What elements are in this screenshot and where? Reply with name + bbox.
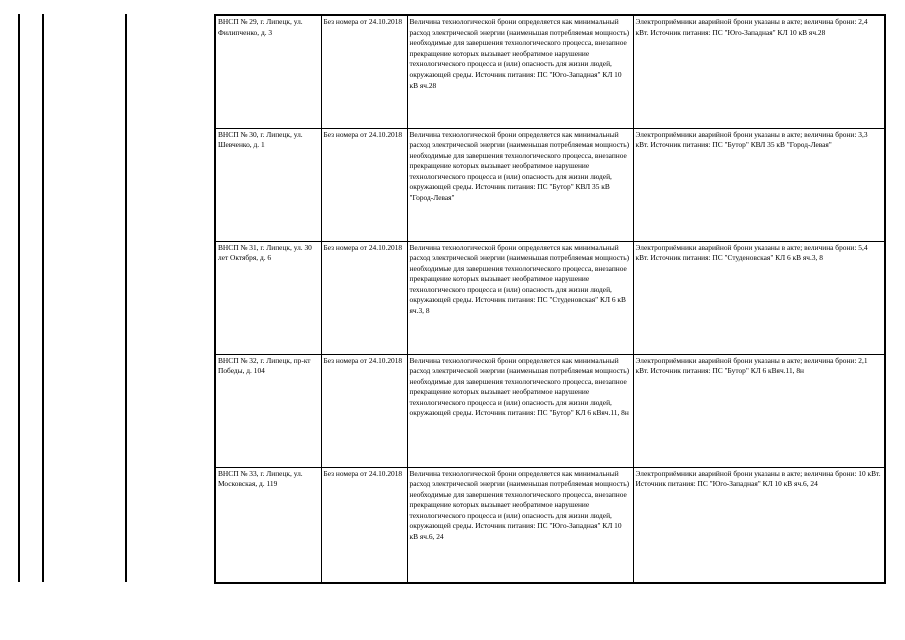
reservation-table [214,14,886,584]
table-row [215,241,885,354]
technological-reserve-cell: Величина технологической брони определяется как минимальный расход электрической энергии (наименьшая потребляемая мощность) необходимые для завершения технологического процесса, внезапное прекращение которых вызывает необратимое нарушение технологического процесса и (или) опасность для жизни людей, окружающей среды. Источник питания: ПС "Студеновская" КЛ 6 кВ яч.3, 8 [407,241,633,354]
object-address-cell: ВНСП № 30, г. Липецк, ул. Шевченко, д. 1 [215,128,321,241]
emergency-reserve-cell: Электроприёмники аварийной брони указаны в акте; величина брони: 2,4 кВт. Источник питания: ПС "Юго-Западная" КЛ 10 кВ яч.28 [633,15,885,128]
emergency-reserve-cell: Электроприёмники аварийной брони указаны в акте; величина брони: 5,4 кВт. Источник питания: ПС "Студеновская" КЛ 6 кВ яч.3, 8 [633,241,885,354]
left-margin-rule [42,14,44,582]
act-reference-cell: Без номера от 24.10.2018 [321,354,407,467]
left-margin-rule [18,14,20,582]
table-row [215,467,885,583]
table-row [215,354,885,467]
object-address-cell: ВНСП № 31, г. Липецк, ул. 30 лет Октября, д. 6 [215,241,321,354]
table-row [215,15,885,128]
table-row [215,128,885,241]
technological-reserve-cell: Величина технологической брони определяется как минимальный расход электрической энергии (наименьшая потребляемая мощность) необходимые для завершения технологического процесса, внезапное прекращение которых вызывает необратимое нарушение технологического процесса и (или) опасность для жизни людей, окружающей среды. Источник питания: ПС "Бутор" КВЛ 35 кВ "Город-Левая" [407,128,633,241]
technological-reserve-cell: Величина технологической брони определяется как минимальный расход электрической энергии (наименьшая потребляемая мощность) необходимые для завершения технологического процесса, внезапное прекращение которых вызывает необратимое нарушение технологического процесса и (или) опасность для жизни людей, окружающей среды. Источник питания: ПС "Юго-Западная" КЛ 10 кВ яч.6, 24 [407,467,633,583]
object-address-cell: ВНСП № 32, г. Липецк, пр-кт Победы, д. 104 [215,354,321,467]
act-reference-cell: Без номера от 24.10.2018 [321,128,407,241]
left-margin-rule [125,14,127,582]
technological-reserve-cell: Величина технологической брони определяется как минимальный расход электрической энергии (наименьшая потребляемая мощность) необходимые для завершения технологического процесса, внезапное прекращение которых вызывает необратимое нарушение технологического процесса и (или) опасность для жизни людей, окружающей среды. Источник питания: ПС "Юго-Западная" КЛ 10 кВ яч.28 [407,15,633,128]
act-reference-cell: Без номера от 24.10.2018 [321,467,407,583]
object-address-cell: ВНСП № 33, г. Липецк, ул. Московская, д. 119 [215,467,321,583]
emergency-reserve-cell: Электроприёмники аварийной брони указаны в акте; величина брони: 2,1 кВт. Источник питания: ПС "Бутор" КЛ 6 кВяч.11, 8н [633,354,885,467]
technological-reserve-cell: Величина технологической брони определяется как минимальный расход электрической энергии (наименьшая потребляемая мощность) необходимые для завершения технологического процесса, внезапное прекращение которых вызывает необратимое нарушение технологического процесса и (или) опасность для жизни людей, окружающей среды. Источник питания: ПС "Бутор" КЛ 6 кВяч.11, 8н [407,354,633,467]
act-reference-cell: Без номера от 24.10.2018 [321,15,407,128]
emergency-reserve-cell: Электроприёмники аварийной брони указаны в акте; величина брони: 3,3 кВт. Источник питания: ПС "Бутор" КВЛ 35 кВ "Город-Левая" [633,128,885,241]
act-reference-cell: Без номера от 24.10.2018 [321,241,407,354]
emergency-reserve-cell: Электроприёмники аварийной брони указаны в акте; величина брони: 10 кВт. Источник питания: ПС "Юго-Западная" КЛ 10 кВ яч.6, 24 [633,467,885,583]
object-address-cell: ВНСП № 29, г. Липецк, ул. Филипченко, д. 3 [215,15,321,128]
